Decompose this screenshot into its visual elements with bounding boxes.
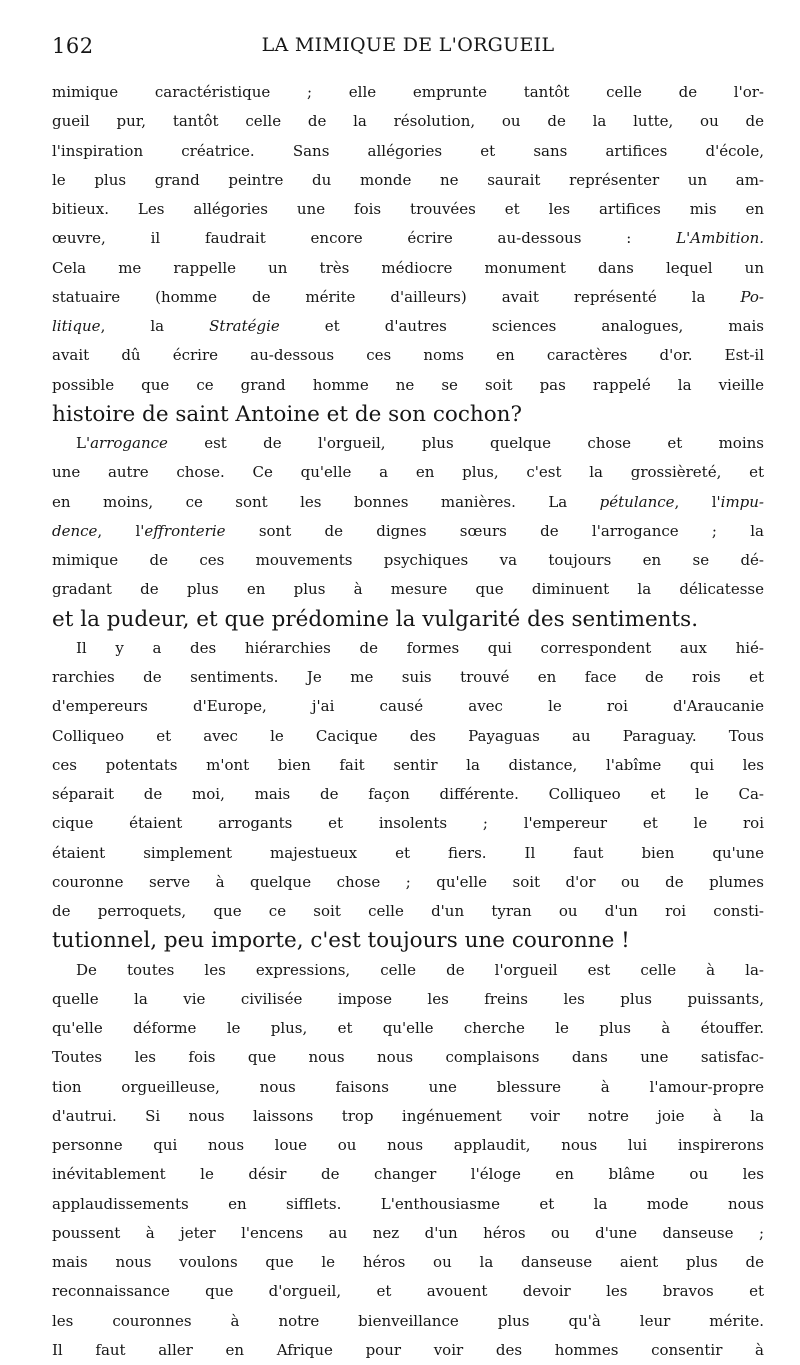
- text-segment: les couronnes à notre bienveillance plus qu'à leur mérite.: [52, 1311, 764, 1330]
- text-segment: L': [76, 434, 91, 452]
- italic-text: pétulance: [599, 492, 675, 511]
- text-line: [52, 722, 764, 751]
- text-line: [52, 985, 764, 1014]
- text-line: [52, 926, 764, 955]
- text-segment: Cela me rappelle un très médiocre monument dans lequel un: [52, 258, 764, 277]
- text-segment: inévitablement le désir de changer l'éloge en blâme ou les: [52, 1165, 764, 1184]
- text-line: [52, 1336, 764, 1365]
- text-segment: possible que ce grand homme ne se soit pas rappelé la vieille: [52, 375, 764, 394]
- text-line: [52, 1043, 764, 1072]
- text-line: [52, 634, 764, 663]
- text-segment: applaudissements en sifflets. L'enthousiasme et la mode nous: [52, 1194, 764, 1213]
- text-line: [52, 254, 764, 283]
- text-line: [52, 1248, 764, 1277]
- text-segment: étaient simplement majestueux et fiers. Il faut bien qu'une: [52, 843, 764, 862]
- text-segment: De toutes les expressions, celle de l'orgueil est celle à la-: [76, 960, 764, 979]
- text-segment: Il y a des hiérarchies de formes qui correspondent aux hié-: [76, 638, 764, 657]
- text-segment: et la pudeur, et que prédomine la vulgarité des sentiments.: [52, 606, 699, 632]
- text-segment: sont de dignes sœurs de l'arrogance ; la: [225, 521, 764, 540]
- text-line: [52, 1131, 764, 1160]
- text-line: [52, 166, 764, 195]
- italic-text: litique: [52, 317, 101, 335]
- text-line: [52, 195, 764, 224]
- italic-text: arrogance: [90, 434, 168, 452]
- text-segment: de perroquets, que ce soit celle d'un tyran ou d'un roi consti-: [52, 902, 764, 920]
- text-segment: bitieux. Les allégories une fois trouvées et les artifices mis en: [52, 200, 764, 218]
- text-segment: d'empereurs d'Europe, j'ai causé avec le roi d'Araucanie: [52, 697, 764, 716]
- text-segment: mimique caractéristique ; elle emprunte tantôt celle de l'or-: [52, 83, 764, 101]
- text-line: [52, 663, 764, 692]
- running-title: LA MIMIQUE DE L'ORGUEIL: [261, 34, 555, 56]
- text-line: [52, 1160, 764, 1189]
- text-segment: et d'autres sciences analogues, mais: [279, 317, 764, 335]
- text-segment: avait dû écrire au-dessous ces noms en caractères d'or. Est-il: [52, 346, 764, 365]
- text-line: [52, 1219, 764, 1248]
- text-segment: gradant de plus en plus à mesure que diminuent la délicatesse: [52, 580, 764, 599]
- text-line: [52, 371, 764, 400]
- text-line: [52, 283, 764, 312]
- text-line: [52, 107, 764, 136]
- page-number: 162: [52, 34, 94, 58]
- page-header: [52, 30, 764, 66]
- text-segment: en moins, ce sont les bonnes manières. La: [52, 492, 600, 511]
- italic-text: impu-: [720, 492, 764, 511]
- text-segment: cique étaient arrogants et insolents ; l'empereur et le roi: [52, 814, 764, 833]
- text-line: [52, 488, 764, 517]
- text-line: [52, 429, 764, 458]
- italic-text: Stratégie: [209, 317, 280, 335]
- text-line: [52, 400, 764, 429]
- text-segment: Toutes les fois que nous nous complaisons dans une satisfac-: [52, 1048, 764, 1067]
- text-line: [52, 312, 764, 341]
- text-line: [52, 1277, 764, 1306]
- text-segment: histoire de saint Antoine et de son cochon?: [52, 401, 523, 427]
- text-segment: Il faut aller en Afrique pour voir des hommes consentir à: [52, 1340, 764, 1359]
- text-line: [52, 956, 764, 985]
- text-line: [52, 868, 764, 897]
- text-line: [52, 517, 764, 546]
- italic-text: effronterie: [144, 521, 226, 540]
- text-line: [52, 1102, 764, 1131]
- text-line: [52, 458, 764, 487]
- text-line: [52, 1190, 764, 1219]
- text-segment: statuaire (homme de mérite d'ailleurs) avait représenté la: [52, 287, 741, 306]
- text-segment: , la: [100, 317, 210, 335]
- text-segment: reconnaissance que d'orgueil, et avouent devoir les bravos et: [52, 1282, 764, 1301]
- text-segment: œuvre, il faudrait encore écrire au-dessous :: [52, 229, 677, 248]
- text-line: [52, 78, 764, 107]
- text-line: [52, 605, 764, 634]
- text-segment: séparait de moi, mais de façon différente. Colliqueo et le Ca-: [52, 785, 764, 803]
- text-segment: mais nous voulons que le héros ou la danseuse aient plus de: [52, 1253, 764, 1271]
- text-segment: une autre chose. Ce qu'elle a en plus, c'est la grossièreté, et: [52, 463, 764, 482]
- text-line: [52, 1014, 764, 1043]
- text-line: [52, 751, 764, 780]
- text-line: [52, 1073, 764, 1102]
- text-segment: d'autrui. Si nous laissons trop ingénuement voir notre joie à la: [52, 1106, 764, 1125]
- text-segment: Colliqueo et avec le Cacique des Payaguas au Paraguay. Tous: [52, 726, 764, 745]
- text-segment: rarchies de sentiments. Je me suis trouvé en face de rois et: [52, 668, 764, 686]
- text-segment: est de l'orgueil, plus quelque chose et moins: [167, 434, 764, 452]
- italic-text: dence: [52, 521, 98, 540]
- text-line: [52, 137, 764, 166]
- text-segment: couronne serve à quelque chose ; qu'elle soit d'or ou de plumes: [52, 872, 764, 891]
- text-line: [52, 692, 764, 721]
- text-segment: mimique de ces mouvements psychiques va toujours en se dé-: [52, 551, 764, 569]
- text-segment: poussent à jeter l'encens au nez d'un héros ou d'une danseuse ;: [52, 1223, 764, 1242]
- text-segment: , l': [97, 521, 145, 540]
- text-line: [52, 546, 764, 575]
- text-segment: personne qui nous loue ou nous applaudit, nous lui inspirerons: [52, 1136, 764, 1154]
- text-segment: tion orgueilleuse, nous faisons une blessure à l'amour-propre: [52, 1077, 764, 1096]
- text-segment: gueil pur, tantôt celle de la résolution, ou de la lutte, ou de: [52, 112, 764, 131]
- body-text: [52, 78, 764, 1365]
- text-line: [52, 780, 764, 809]
- text-line: [52, 341, 764, 370]
- italic-text: L'Ambition.: [676, 229, 764, 248]
- text-line: [52, 1307, 764, 1336]
- text-line: [52, 575, 764, 604]
- text-segment: ces potentats m'ont bien fait sentir la distance, l'abîme qui les: [52, 755, 764, 774]
- text-segment: le plus grand peintre du monde ne saurait représenter un am-: [52, 170, 764, 189]
- text-line: [52, 224, 764, 253]
- text-line: [52, 809, 764, 838]
- text-segment: qu'elle déforme le plus, et qu'elle cherche le plus à étouffer.: [52, 1019, 764, 1037]
- text-segment: l'inspiration créatrice. Sans allégories et sans artifices d'école,: [52, 141, 764, 160]
- text-segment: quelle la vie civilisée impose les freins les plus puissants,: [52, 989, 764, 1008]
- text-segment: tutionnel, peu importe, c'est toujours une couronne !: [52, 928, 630, 954]
- text-line: [52, 897, 764, 926]
- text-segment: , l': [674, 492, 721, 511]
- italic-text: Po-: [740, 287, 764, 306]
- text-line: [52, 839, 764, 868]
